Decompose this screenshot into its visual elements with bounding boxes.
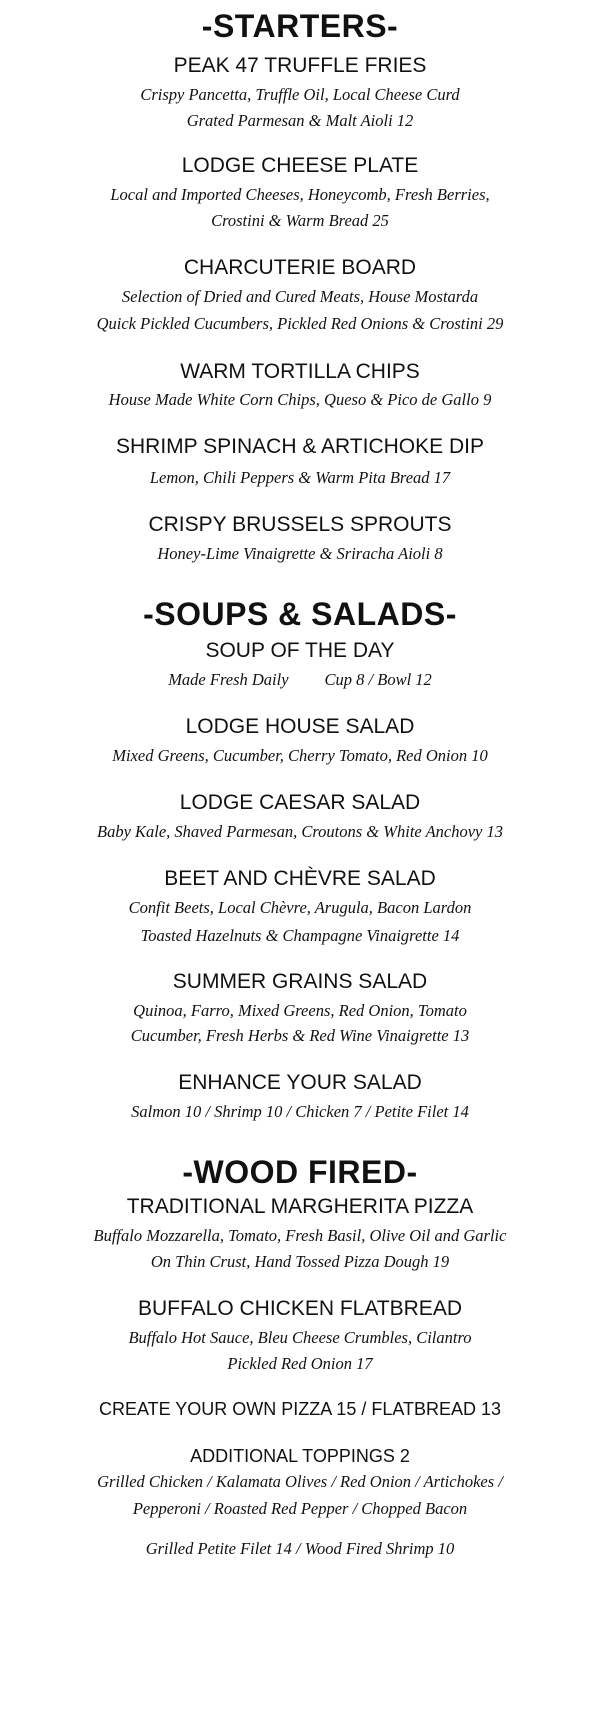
item-description: Buffalo Mozzarella, Tomato, Fresh Basil, Olive Oil and Garlic — [93, 1226, 507, 1245]
item-truffle-fries: PEAK 47 TRUFFLE FRIES — [173, 54, 427, 77]
item-description: Toasted Hazelnuts & Champagne Vinaigrette 14 — [140, 926, 460, 945]
item-description: Salmon 10 / Shrimp 10 / Chicken 7 / Petite Filet 14 — [131, 1102, 469, 1121]
section-title-wood-fired: -WOOD FIRED- — [182, 1154, 418, 1190]
item-description: Selection of Dried and Cured Meats, House Mostarda — [121, 287, 479, 306]
item-crispy-brussels-sprouts: CRISPY BRUSSELS SPROUTS — [148, 513, 452, 536]
item-charcuterie-board: CHARCUTERIE BOARD — [183, 256, 417, 279]
item-description: Local and Imported Cheeses, Honeycomb, Fresh Berries, — [110, 185, 490, 204]
item-summer-grains-salad: SUMMER GRAINS SALAD — [172, 970, 428, 993]
item-description: Pepperoni / Roasted Red Pepper / Chopped Bacon — [132, 1499, 468, 1518]
item-buffalo-chicken-flatbread: BUFFALO CHICKEN FLATBREAD — [137, 1297, 462, 1320]
item-description: Mixed Greens, Cucumber, Cherry Tomato, Red Onion 10 — [112, 746, 488, 765]
item-description: Grilled Petite Filet 14 / Wood Fired Shrimp 10 — [145, 1539, 455, 1558]
item-description: Quick Pickled Cucumbers, Pickled Red Onions & Crostini 29 — [96, 314, 504, 333]
item-description: Lemon, Chili Peppers & Warm Pita Bread 17 — [149, 468, 451, 487]
item-description: Pickled Red Onion 17 — [227, 1354, 373, 1373]
item-lodge-house-salad: LODGE HOUSE SALAD — [185, 715, 415, 738]
item-description: Baby Kale, Shaved Parmesan, Croutons & White Anchovy 13 — [96, 822, 503, 841]
item-description: Quinoa, Farro, Mixed Greens, Red Onion, Tomato — [133, 1001, 467, 1020]
item-description: Crostini & Warm Bread 25 — [211, 211, 389, 230]
item-description: Grated Parmesan & Malt Aioli 12 — [186, 111, 414, 130]
item-description: Honey-Lime Vinaigrette & Sriracha Aioli 8 — [157, 544, 443, 563]
item-shrimp-spinach-dip: SHRIMP SPINACH & ARTICHOKE DIP — [116, 435, 484, 458]
item-warm-tortilla-chips: WARM TORTILLA CHIPS — [180, 360, 420, 383]
item-lodge-caesar-salad: LODGE CAESAR SALAD — [179, 791, 421, 814]
item-description: On Thin Crust, Hand Tossed Pizza Dough 19 — [150, 1252, 450, 1271]
item-description: Crispy Pancetta, Truffle Oil, Local Cheese Curd — [140, 85, 460, 104]
item-soup-of-the-day: SOUP OF THE DAY — [205, 639, 395, 662]
item-lodge-cheese-plate: LODGE CHEESE PLATE — [181, 154, 419, 177]
item-description: Grilled Chicken / Kalamata Olives / Red Onion / Artichokes / — [97, 1472, 503, 1491]
item-create-your-own: CREATE YOUR OWN PIZZA 15 / FLATBREAD 13 — [98, 1399, 502, 1419]
soup-note: Made Fresh Daily — [168, 670, 289, 689]
item-enhance-your-salad: ENHANCE YOUR SALAD — [178, 1071, 422, 1094]
section-title-soups-salads: -SOUPS & SALADS- — [143, 596, 457, 632]
item-description: Cucumber, Fresh Herbs & Red Wine Vinaigrette 13 — [130, 1026, 470, 1045]
soup-price: Cup 8 / Bowl 12 — [324, 670, 432, 689]
item-description — [0, 672, 600, 689]
item-margherita-pizza: TRADITIONAL MARGHERITA PIZZA — [126, 1195, 474, 1218]
item-description: Confit Beets, Local Chèvre, Arugula, Bacon Lardon — [128, 898, 472, 917]
item-description: House Made White Corn Chips, Queso & Pico de Gallo 9 — [108, 390, 492, 409]
section-title-starters: -STARTERS- — [201, 8, 399, 44]
item-additional-toppings: ADDITIONAL TOPPINGS 2 — [190, 1446, 410, 1466]
item-beet-chevre-salad: BEET AND CHÈVRE SALAD — [164, 867, 436, 890]
item-description: Buffalo Hot Sauce, Bleu Cheese Crumbles, Cilantro — [128, 1328, 472, 1347]
